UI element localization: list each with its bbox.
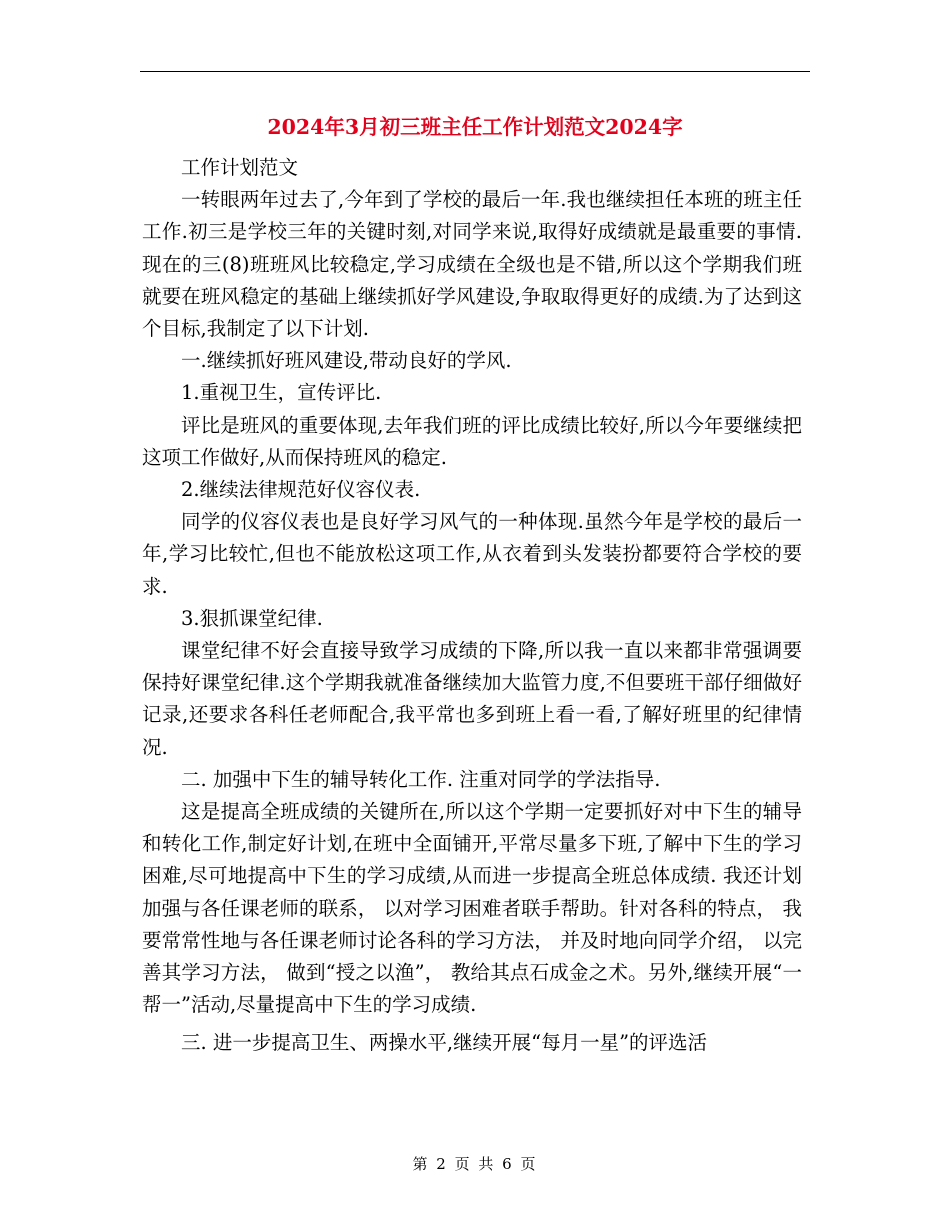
paragraph: 这是提高全班成绩的关键所在,所以这个学期一定要抓好对中下生的辅导和转化工作,制定好计划,在班中全面铺开,平常尽量多下班,了解中下生的学习困难,尽可地提高中下生的学习成绩,从而进一步提高全班总体成绩. 我还计划加强与各任课老师的联系， 以对学习困难者联手帮助。针对各科的特点， 我要常常性地与各任课老师讨论各科的学习方法， 并及时地向同学介绍， 以完善其学习方法， 做到“授之以渔”， 教给其点石成金之术。另外,继续开展“一帮一”活动,尽量提高中下生的学习成绩. [142,800,802,1017]
paragraph: 一转眼两年过去了,今年到了学校的最后一年.我也继续担任本班的班主任工作.初三是学校三年的关键时刻,对同学来说,取得好成绩就是最重要的事情.现在的三(8)班班风比较稳定,学习成绩在全级也是不错,所以这个学期我们班就要在班风稳定的基础上继续抓好学风建设,争取取得更好的成绩.为了达到这个目标,我制定了以下计划. [142,188,802,341]
paragraph: 课堂纪律不好会直接导致学习成绩的下降,所以我一直以来都非常强调要保持好课堂纪律.这个学期我就准备继续加大监管力度,不但要班干部仔细做好记录,还要求各科任老师配合,我平常也多到班上看一看,了解好班里的纪律情况. [142,639,802,759]
subsection-heading: 2.继续法律规范好仪容仪表. [181,478,421,502]
subsection-heading: 3.狠抓课堂纪律. [181,606,323,630]
section-heading: 二. 加强中下生的辅导转化工作. 注重对同学的学法指导. [181,767,661,791]
subsection-heading: 1.重视卫生，宣传评比. [181,381,382,405]
paragraph: 评比是班风的重要体现,去年我们班的评比成绩比较好,所以今年要继续把这项工作做好,从而保持班风的稳定. [142,413,802,469]
paragraph: 工作计划范文 [181,156,299,179]
page-number: 第 2 页 共 6 页 [412,1155,538,1173]
document-body [142,152,802,1060]
paragraph: 同学的仪容仪表也是良好学习风气的一种体现.虽然今年是学校的最后一年,学习比较忙,但也不能放松这项工作,从衣着到头发装扮都要符合学校的要求. [142,510,802,598]
header-rule [140,71,810,72]
section-heading: 一.继续抓好班风建设,带动良好的学风. [181,349,512,373]
section-heading: 三. 进一步提高卫生、两操水平,继续开展“每月一星”的评选活 [181,1031,708,1055]
document-title: 2024年3月初三班主任工作计划范文2024字 [267,115,683,139]
